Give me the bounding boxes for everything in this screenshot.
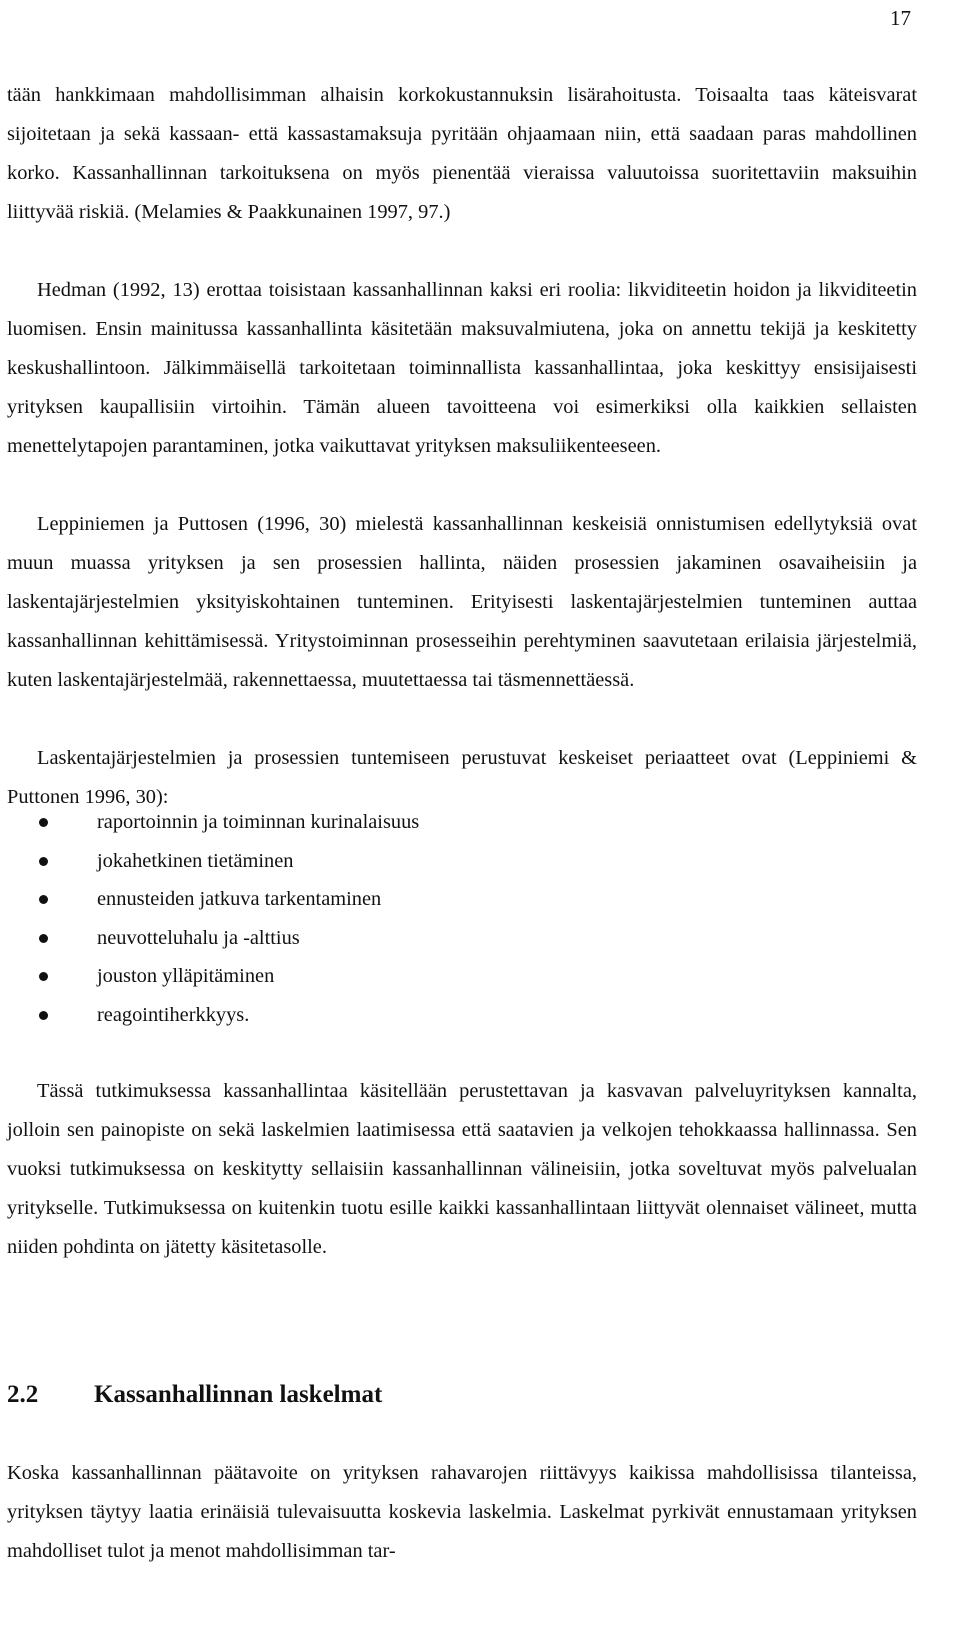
section-title: Kassanhallinnan laskelmat (94, 1381, 383, 1408)
list-item-text: raportoinnin ja toiminnan kurinalaisuus (97, 811, 420, 833)
bullet-icon (39, 1011, 48, 1020)
list-item-text: reagointiherkkyys. (97, 1003, 250, 1026)
bullet-icon (39, 972, 48, 981)
paragraph-1: tään hankkimaan mahdollisimman alhaisin korkokustannuksin lisärahoitusta. Toisaalta taas käteisvarat sijoitetaan ja sekä kassaan- että kassastamaksuja pyritään ohjaamaan niin, että saadaan paras mahdollinen korko. Kassanhallinnan tarkoituksena on myös pienentää vieraissa valuutoissa suoritettaviin maksuihin liittyvää riskiä. (Melamies & Paakkunainen 1997, 97.) (7, 84, 917, 223)
paragraph-4: Laskentajärjestelmien ja prosessien tuntemiseen perustuvat keskeiset periaatteet ovat (Leppiniemi & Puttonen 1996, 30): (7, 747, 917, 808)
list-item-text: ennusteiden jatkuva tarkentaminen (97, 888, 382, 910)
list-item-text: jokahetkinen tietäminen (97, 849, 294, 872)
paragraph-2: Hedman (1992, 13) erottaa toisistaan kassanhallinnan kaksi eri roolia: likviditeetin hoidon ja likviditeetin luomisen. Ensin mainitussa kassanhallinta käsitetään maksuvalmiutena, joka on annettu tekijä ja keskitetty keskushallintoon. Jälkimmäisellä tarkoitetaan toiminnallista kassanhallintaa, joka keskittyy ensisijaisesti yrityksen kaupallisiin virtoihin. Tämän alueen tavoitteena voi esimerkiksi olla kaikkien sellaisten menettelytapojen parantaminen, jotka vaikuttavat yrityksen maksuliikenteeseen. (7, 279, 917, 457)
page-number: 17 (890, 6, 911, 30)
principles-list (7, 803, 917, 1034)
list-item (7, 880, 917, 919)
paragraph-3: Leppiniemen ja Puttosen (1996, 30) mielestä kassanhallinnan keskeisiä onnistumisen edellytyksiä ovat muun muassa yrityksen ja sen prosessien hallinta, näiden prosessien jakaminen osavaiheisiin ja laskentajärjestelmien yksityiskohtainen tunteminen. Erityisesti laskentajärjestelmien tunteminen auttaa kassanhallinnan kehittämisessä. Yritystoiminnan prosesseihin perehtyminen saavutetaan erilaisia järjestelmiä, kuten laskentajärjestelmää, rakennettaessa, muutettaessa tai täsmennettäessä. (7, 513, 917, 691)
list-item (7, 842, 917, 881)
section-heading (7, 1375, 382, 1415)
bullet-icon (39, 934, 48, 943)
bullet-icon (39, 857, 48, 866)
bullet-icon (39, 895, 48, 904)
list-item-text: jouston ylläpitäminen (97, 965, 275, 987)
list-item-text: neuvotteluhalu ja -alttius (97, 926, 300, 949)
list-item (7, 957, 917, 996)
list-item (7, 919, 917, 958)
list-item (7, 803, 917, 842)
bullet-icon (39, 818, 48, 827)
paragraph-6: Koska kassanhallinnan päätavoite on yrityksen rahavarojen riittävyys kaikissa mahdollisissa tilanteissa, yrityksen täytyy laatia erinäisiä tulevaisuutta koskevia laskelmia. Laskelmat pyrkivät ennustamaan yrityksen mahdolliset tulot ja menot mahdollisimman tar- (7, 1462, 917, 1562)
section-number: 2.2 (7, 1381, 39, 1408)
list-item (7, 996, 917, 1035)
paragraph-5: Tässä tutkimuksessa kassanhallintaa käsitellään perustettavan ja kasvavan palveluyrityksen kannalta, jolloin sen painopiste on sekä laskelmien laatimisessa että saatavien ja velkojen tehokkaassa hallinnassa. Sen vuoksi tutkimuksessa on keskitytty sellaisiin kassanhallinnan välineisiin, jotka soveltuvat myös palvelualan yritykselle. Tutkimuksessa on kuitenkin tuotu esille kaikki kassanhallintaan liittyvät olennaiset välineet, mutta niiden pohdinta on jätetty käsitetasolle. (7, 1080, 917, 1258)
